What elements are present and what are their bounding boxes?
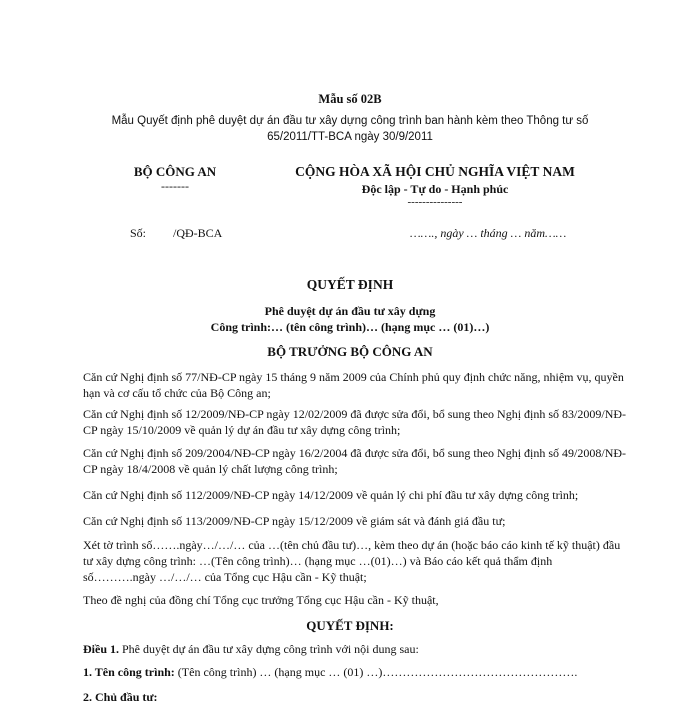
nation-motto: Độc lập - Tự do - Hạnh phúc — [361, 182, 509, 196]
agency-name: BỘ CÔNG AN — [133, 164, 217, 179]
article-1-label: Điều 1. — [83, 642, 119, 656]
item-2-label: 2. Chủ đầu tư: — [83, 690, 158, 704]
number-label: Số: — [130, 226, 147, 240]
item-1 — [83, 665, 577, 680]
motto-underline: --------------- — [407, 196, 463, 208]
article-1-text: Phê duyệt dự án đầu tư xây dựng công trình với nội dung sau: — [119, 642, 419, 656]
item-1-text: (Tên công trình) … (hạng mục … (01) …)…………………………………………. — [174, 665, 578, 679]
decide-heading: QUYẾT ĐỊNH: — [306, 618, 394, 633]
decision-authority: BỘ TRƯỞNG BỘ CÔNG AN — [267, 344, 433, 359]
preamble-paragraph: Căn cứ Nghị định số 77/NĐ-CP ngày 15 tháng 9 năm 2009 của Chính phủ quy định chức năng, nhiệm vụ, quyền hạn và cơ cấu tổ chức của Bộ Công an; — [83, 370, 624, 400]
nation-name: CỘNG HÒA XÃ HỘI CHỦ NGHĨA VIỆT NAM — [295, 164, 575, 179]
date-line: ……., ngày … tháng … năm…… — [410, 226, 567, 240]
decision-about-line1: Phê duyệt dự án đầu tư xây dựng — [264, 304, 436, 318]
article-1 — [83, 642, 419, 657]
preamble-paragraph: Căn cứ Nghị định số 113/2009/NĐ-CP ngày 15/12/2009 về giám sát và đánh giá đầu tư; — [83, 514, 506, 528]
decision-title: QUYẾT ĐỊNH — [306, 277, 394, 292]
form-number: Mẫu số 02B — [318, 92, 382, 106]
agency-underline: ------- — [161, 179, 189, 193]
preamble-paragraph: Căn cứ Nghị định số 12/2009/NĐ-CP ngày 12/02/2009 đã được sửa đổi, bổ sung theo Nghị định số 83/2009/NĐ-CP ngày 15/10/2009 về quản lý dự án đầu tư xây dựng công trình; — [83, 407, 627, 437]
form-subtitle: Mẫu Quyết định phê duyệt dự án đầu tư xây dựng công trình ban hành kèm theo Thông tư số 65/2011/TT-BCA ngày 30/9/2011 — [111, 115, 589, 143]
preamble-paragraph: Xét tờ trình số…….ngày…/…/… của …(tên chủ đầu tư)…, kèm theo dự án (hoặc báo cáo kinh tế kỹ thuật) đầu tư xây dựng công trình: …(Tên công trình)… (hạng mục …(01)…) và Báo cáo kết quả thẩm định số……….ngày …/…/… của Tổng cục Hậu cần - Kỹ thuật; — [83, 538, 621, 584]
preamble-paragraph: Theo đề nghị của đồng chí Tổng cục trưởng Tổng cục Hậu cần - Kỹ thuật, — [83, 593, 439, 607]
number-code: /QĐ-BCA — [173, 226, 223, 240]
preamble-paragraph: Căn cứ Nghị định số 209/2004/NĐ-CP ngày 16/2/2004 đã được sửa đổi, bổ sung theo Nghị định số 49/2008/NĐ-CP ngày 18/4/2008 về quản lý chất lượng công trình; — [83, 446, 627, 476]
decision-about-line2: Công trình:… (tên công trình)… (hạng mục … (01)…) — [210, 320, 490, 334]
item-1-label: 1. Tên công trình: — [83, 665, 175, 679]
preamble-paragraph: Căn cứ Nghị định số 112/2009/NĐ-CP ngày 14/12/2009 về quản lý chi phí đầu tư xây dựng công trình; — [83, 488, 579, 502]
